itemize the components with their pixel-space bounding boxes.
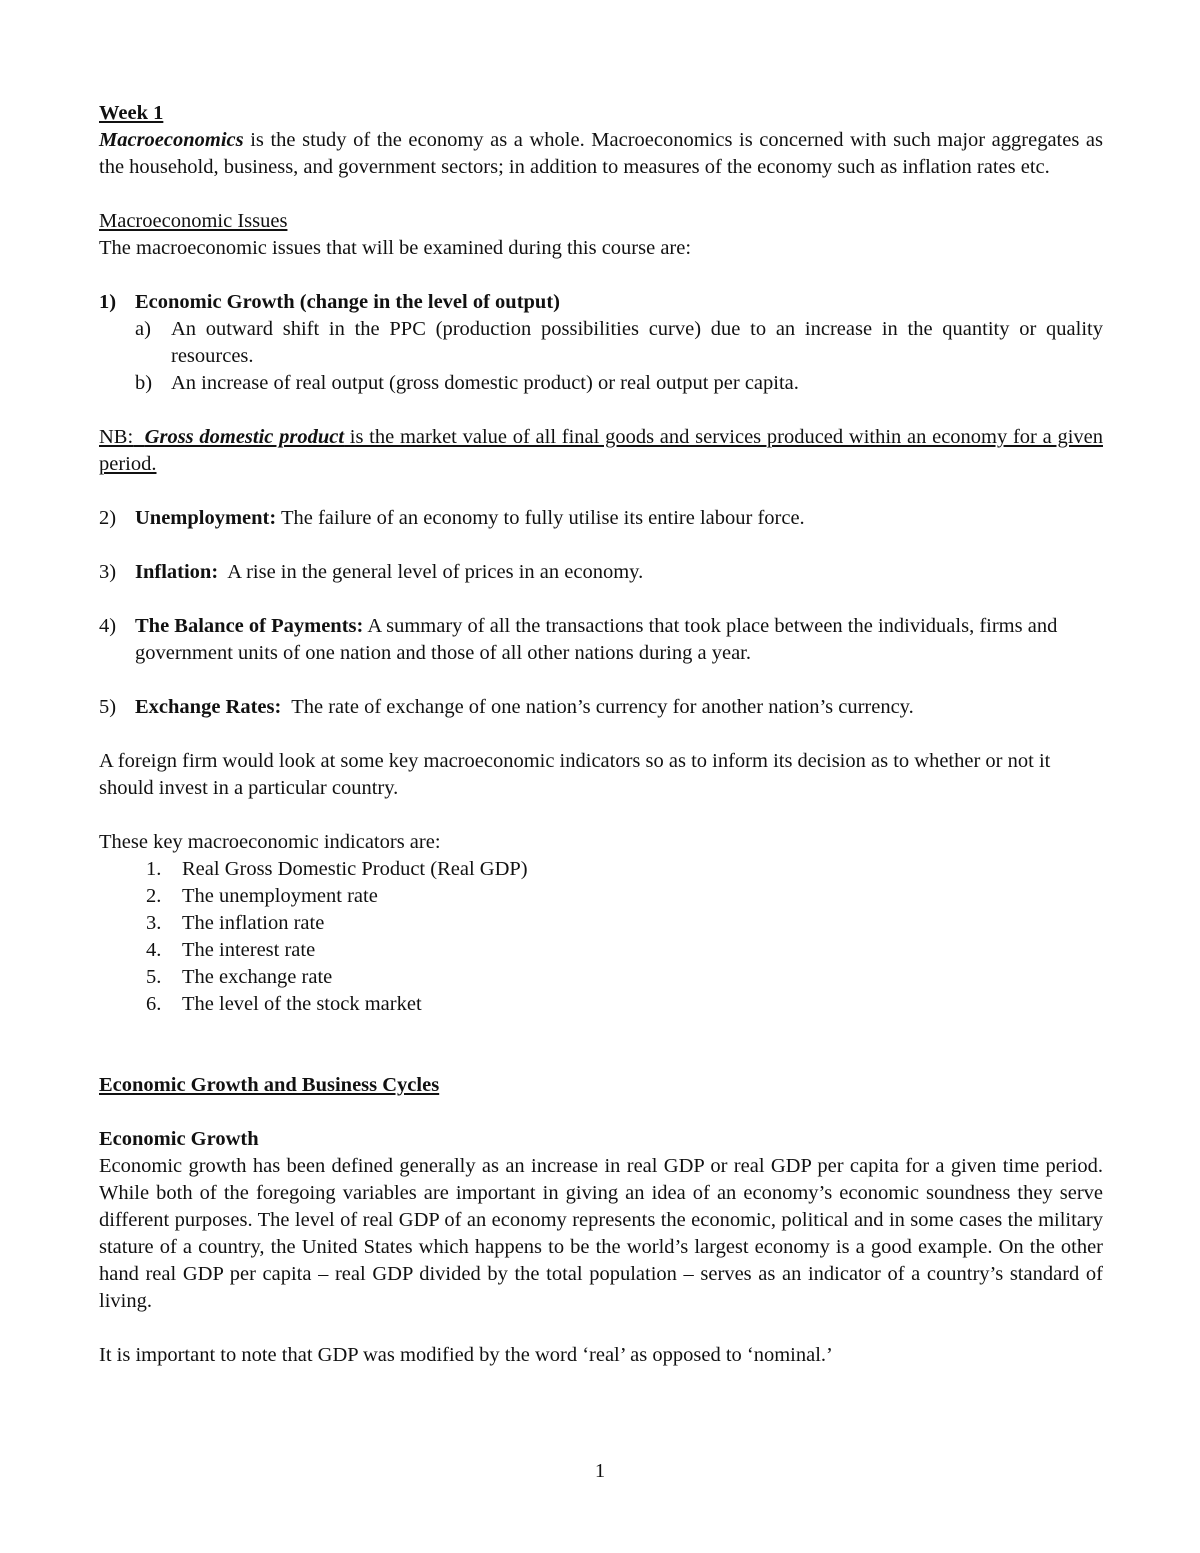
nb-term: Gross domestic product <box>144 426 345 448</box>
issue-item-3 <box>99 559 1103 586</box>
page-content <box>99 100 1103 1369</box>
indicators-lead: These key macroeconomic indicators are: <box>99 831 441 853</box>
indicator-item: 2. The unemployment rate <box>146 885 378 907</box>
issue-title: Unemployment: <box>135 507 277 529</box>
intro-paragraph <box>99 127 1103 181</box>
sub-marker: b) <box>135 372 153 394</box>
issue-text: The failure of an economy to fully utilise its entire labour force. <box>276 507 805 529</box>
issue-marker: 4) <box>99 615 117 637</box>
issue-item-5 <box>99 694 1103 721</box>
sub-text: An increase of real output (gross domestic product) or real output per capita. <box>171 372 799 394</box>
page-number: 1 <box>594 1460 606 1482</box>
issue-marker: 2) <box>99 507 117 529</box>
indicator-item: 4. The interest rate <box>146 939 316 961</box>
intro-text: is the study of the economy as a whole. Macroeconomics is concerned with such major aggregates as the household, business, and government sectors; in addition to measures of the economy such as inflation rates etc. <box>99 129 1103 178</box>
sub-text: An outward shift in the PPC (production possibilities curve) due to an increase in the quantity or quality resources. <box>171 318 1103 367</box>
issue-title: Economic Growth (change in the level of output) <box>135 291 560 313</box>
issue-title: The Balance of Payments: <box>135 615 364 637</box>
nb-prefix: NB: <box>99 426 134 448</box>
issue-item-2 <box>99 505 1103 532</box>
issue-sub-item-a <box>99 316 1103 370</box>
nb-text: is the market value of all final goods and services produced within an economy for a given period. <box>99 426 1103 475</box>
issue-text: The rate of exchange of one nation’s currency for another nation’s currency. <box>281 696 914 718</box>
section-subheading: Economic Growth <box>99 1128 259 1150</box>
indicator-item: 1. Real Gross Domestic Product (Real GDP) <box>146 858 528 880</box>
issue-item-1 <box>99 289 1103 316</box>
indicator-item: 5. The exchange rate <box>146 966 333 988</box>
issue-marker: 1) <box>99 291 117 313</box>
section-heading: Economic Growth and Business Cycles <box>99 1074 440 1096</box>
issue-marker: 3) <box>99 561 117 583</box>
indicator-item: 6. The level of the stock market <box>146 993 422 1015</box>
week-heading: Week 1 <box>99 102 164 124</box>
intro-term: Macroeconomics <box>99 129 244 151</box>
nb-paragraph <box>99 424 1103 478</box>
indicator-item: 3. The inflation rate <box>146 912 325 934</box>
issues-heading: Macroeconomic Issues <box>99 210 288 232</box>
issue-marker: 5) <box>99 696 117 718</box>
issue-title: Exchange Rates: <box>135 696 282 718</box>
foreign-firm-paragraph: A foreign firm would look at some key macroeconomic indicators so as to inform its decision as to whether or not it should invest in a particular country. <box>99 750 1051 799</box>
sub-marker: a) <box>135 318 151 340</box>
issues-lead: The macroeconomic issues that will be examined during this course are: <box>99 237 692 259</box>
issue-text: A rise in the general level of prices in an economy. <box>218 561 644 583</box>
real-vs-nominal-note: It is important to note that GDP was modified by the word ‘real’ as opposed to ‘nominal.’ <box>99 1344 833 1366</box>
issue-item-4 <box>99 613 1103 667</box>
issue-title: Inflation: <box>135 561 219 583</box>
issue-sub-item-b <box>99 370 1103 397</box>
economic-growth-paragraph: Economic growth has been defined generally as an increase in real GDP or real GDP per capita for a given time period. While both of the foregoing variables are important in giving an idea of an economy’s economic soundness they serve different purposes. The level of real GDP of an economy represents the economic, political and in some cases the military stature of a country, the United States which happens to be the world’s largest economy is a good example. On the other hand real GDP per capita – real GDP divided by the total population – serves as an indicator of a country’s standard of living. <box>99 1155 1103 1312</box>
issue-text: A summary of all the transactions that took place between the individuals, firms and government units of one nation and those of all other nations during a year. <box>135 615 1058 664</box>
